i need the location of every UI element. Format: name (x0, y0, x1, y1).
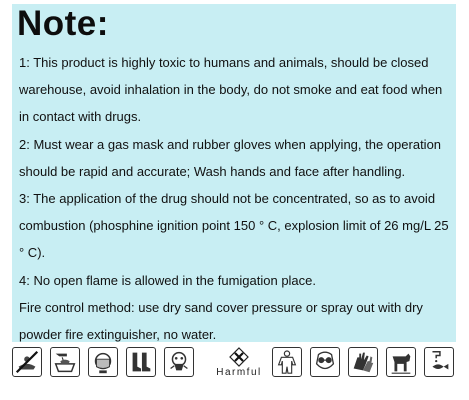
harmful-hazard-symbol (210, 347, 268, 381)
harmful-x-icon (229, 347, 249, 367)
note-title: Note: (17, 4, 109, 43)
protective-suit-icon (272, 347, 302, 377)
note-paragraph-1: 1: This product is highly toxic to humans and animals, should be closed warehouse, avoid inhalation in the body, do not smoke and eat food when in contact with drugs. (19, 55, 443, 125)
gloves-icon (348, 347, 378, 377)
note-paragraph-3: 3: The application of the drug should not be concentrated, so as to avoid combustion (phosphine ignition point 150 ° C, explosion limit of 26 mg/L 25 ° C). (19, 191, 449, 261)
goggles-icon (310, 347, 340, 377)
wash-hands-icon (50, 347, 80, 377)
boots-icon (126, 347, 156, 377)
note-paragraph-2: 2: Must wear a gas mask and rubber gloves when applying, the operation should be rapid and accurate; Wash hands and face after handling. (19, 136, 442, 179)
face-shield-icon (88, 347, 118, 377)
note-paragraph-4: 4: No open flame is allowed in the fumigation place. (19, 272, 317, 288)
harm-to-livestock-icon (386, 347, 416, 377)
note-body (19, 49, 455, 348)
fire-control-paragraph: Fire control method: use dry sand cover pressure or spray out with dry powder fire extinguisher, no water. (19, 299, 423, 343)
safety-pictogram-strip (10, 347, 462, 381)
harmful-label: Harmful (216, 367, 262, 378)
gas-mask-icon (164, 347, 194, 377)
harm-to-fish-icon (424, 347, 454, 377)
no-eating-icon (12, 347, 42, 377)
